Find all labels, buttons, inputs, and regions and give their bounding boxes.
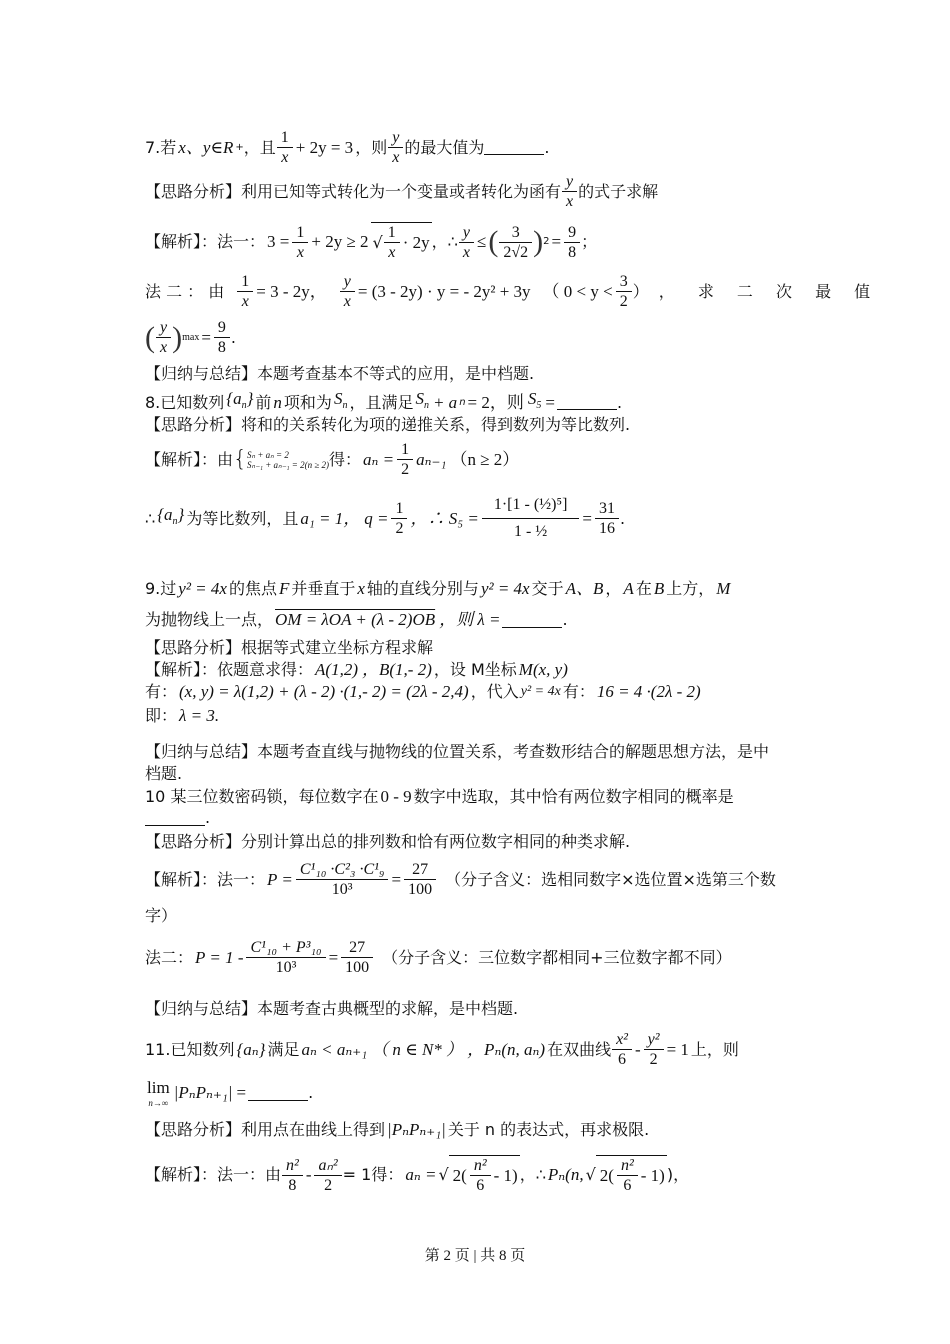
denominator: 8: [282, 1175, 303, 1195]
fraction: [564, 172, 575, 211]
math: ，∴ S₅ =: [410, 508, 479, 528]
math: =: [328, 947, 339, 967]
fraction: [597, 499, 617, 538]
numerator: 9: [217, 319, 226, 336]
text: 依题意求得：: [217, 660, 314, 679]
numerator: C¹₁₀ ·C²₃ ·C¹₉: [299, 861, 385, 878]
q10-stem: [145, 787, 734, 807]
q8-stem: 8.已知数列 $\{a_n\}$ 前 n 项和为 $S_n$ ，且满足 $S_n$ + a n = 2，则 $S_5$ = .: [145, 389, 622, 416]
q7-summary: [145, 364, 534, 384]
numerator: y: [343, 273, 351, 290]
numerator: 3: [619, 273, 628, 290]
text: （分子含义：选相同数字×选位置×选第三个数: [445, 869, 776, 889]
text: 在双曲线: [547, 1039, 612, 1059]
text: 本题考查直线与抛物线的位置关系，考查数形结合的解题思想方法，是中: [257, 742, 770, 761]
text: 关于 n 的表达式，再求极限.: [447, 1120, 650, 1139]
q9-solution-3: [145, 706, 221, 726]
math: x: [357, 579, 365, 598]
text: 分别计算出总的排列数和恰有两位数字相同的种类求解.: [241, 832, 631, 851]
numerator: 27: [412, 861, 429, 878]
math: a₁ = 1，: [300, 508, 361, 528]
q10-summary: [145, 999, 518, 1019]
fraction: [158, 318, 169, 357]
denominator: x: [388, 147, 403, 167]
math: A: [623, 579, 634, 598]
numerator: 31: [598, 500, 615, 517]
text: 法 二 ： 由: [145, 281, 225, 301]
q7-solution-2: [145, 272, 879, 311]
text: 得：: [329, 449, 362, 469]
q8-conclusion: ∴ $\{a_n\}$ 为等比数列，且 a₁ = 1， q = $\frac{1}{2}$ ，∴ S₅ = $\frac{\text{1·[1 - (½)⁵]}}{\text{1 - ½}}$ = $\frac{31}{16}$ .: [145, 492, 625, 545]
fraction: [406, 860, 434, 899]
numerator: 9: [568, 223, 577, 241]
math: aₙ₋₁: [416, 449, 447, 469]
fraction: [343, 938, 371, 977]
text: 10 某三位数密码锁，每位数字在: [145, 787, 379, 806]
text: 并垂直于: [291, 579, 356, 598]
math: ≤: [476, 232, 487, 251]
math: =: [201, 327, 211, 347]
text: 的最大值为: [404, 137, 485, 157]
q9-summary-2: [145, 764, 182, 784]
page-footer: 第 2 页 | 共 8 页: [424, 1248, 526, 1264]
numerator: aₙ²: [318, 1156, 338, 1174]
section-label: 【归纳与总结】: [145, 999, 258, 1018]
section-label: 【解析】：由: [145, 449, 234, 469]
text: 满足: [267, 1039, 300, 1059]
text: 前: [255, 392, 272, 412]
text: ，则: [355, 137, 388, 157]
text: 交于: [531, 579, 564, 598]
fraction: [646, 1030, 662, 1069]
denominator: 100: [404, 879, 436, 899]
math: = 3 - 2y，: [256, 281, 327, 301]
numerator: n²: [286, 1156, 299, 1174]
text: 11.已知数列: [145, 1039, 235, 1059]
math: 3 =: [267, 232, 290, 251]
denominator: 1 - ½: [482, 518, 580, 545]
numerator: 1: [387, 224, 396, 241]
denominator: 2: [397, 459, 413, 479]
numerator: C¹₁₀ + P³₁₀: [250, 939, 322, 956]
math: P =: [267, 869, 293, 889]
q9-stem-1: [145, 579, 732, 599]
math: |PₙPₙ₊₁|: [173, 1083, 233, 1102]
fraction: [279, 128, 291, 167]
q9-stem-2: [145, 610, 568, 630]
math: $S_n$: [415, 389, 429, 411]
answer-blank: [248, 1086, 308, 1101]
text: ，∴: [431, 232, 458, 251]
math: 0 - 9: [380, 787, 412, 806]
section-label: 【解析】：: [145, 232, 218, 251]
math: =: [391, 869, 402, 889]
math: aₙ < aₙ₊₁: [301, 1039, 368, 1059]
text: 上方，: [666, 579, 715, 598]
text: 的焦点: [228, 579, 277, 598]
math: x、y∈R: [178, 137, 234, 157]
text: 上，则: [690, 1039, 739, 1059]
text: .: [544, 137, 550, 157]
denominator: x: [237, 291, 253, 311]
text: 根据等式建立坐标方程求解: [241, 638, 434, 657]
fraction: [216, 318, 228, 357]
numerator: y: [160, 319, 168, 336]
math: = (3 - 2y) · y = - 2y² + 3y: [357, 281, 531, 301]
denominator: 8: [214, 337, 230, 357]
math: M(x, y): [518, 660, 568, 679]
answer-blank: [557, 395, 617, 410]
math: aₙ =: [363, 449, 395, 469]
denominator: 10³: [246, 957, 325, 977]
denominator: x: [340, 291, 355, 311]
q10-solution-2: [145, 938, 732, 977]
math: ，Pₙ(n, aₙ): [467, 1039, 546, 1059]
text: （分子含义：三位数字都相同+三位数字都不同）: [382, 947, 732, 967]
fraction: [390, 128, 401, 167]
q8-analysis: [145, 415, 630, 435]
text: 轴的直线分别与: [366, 579, 479, 598]
fraction: [239, 272, 251, 311]
math: Pₙ(n,: [547, 1165, 584, 1184]
text: 本题考查古典概型的求解，是中档题.: [257, 999, 519, 1018]
section-label: 【思路分析】: [145, 415, 242, 434]
text: ；: [581, 232, 598, 251]
q11-analysis: [145, 1120, 649, 1140]
math: + 2y ≥ 2: [311, 232, 369, 251]
section-label: 【解析】：: [145, 660, 218, 679]
math: y² = 4x: [520, 684, 561, 699]
section-label: 【归纳与总结】: [145, 364, 258, 383]
fraction: [461, 223, 472, 262]
vector-equation: OM = λOA + (λ - 2)OB: [275, 610, 436, 629]
numerator: y: [462, 223, 470, 241]
math: （n ≥ 2）: [450, 449, 520, 469]
fraction: [386, 223, 398, 262]
math: q =: [364, 508, 389, 528]
numerator: y²: [647, 1031, 660, 1048]
q11-stem-2: [145, 1078, 313, 1108]
text: = 1得：: [342, 1165, 404, 1184]
q10-blank: [145, 808, 210, 828]
math: $S_n$: [333, 389, 348, 411]
text: 项和为: [283, 392, 332, 412]
text: ，∴: [519, 1165, 546, 1184]
numerator: 1: [401, 441, 410, 458]
math: |PₙPₙ₊₁|: [387, 1120, 446, 1139]
math: A(1,2): [315, 660, 358, 679]
fraction: [399, 440, 411, 479]
section-label: 【思路分析】: [145, 1120, 242, 1139]
math: $S_5$: [527, 389, 542, 411]
fraction: [618, 272, 630, 311]
text: ，代入: [470, 682, 519, 701]
fraction: [248, 938, 323, 977]
q7-solution-1: 【解析】： 法一： 3 = $\frac{1}{x}$ + 2y ≥ 2 √ $\frac{1}{x}$ · 2y ，∴ $\frac{y}{x}$ ≤ ( $\frac{3}{2√2}$ ) 2 = $\frac{9}{8}$ ；: [145, 223, 598, 261]
answer-blank: [484, 140, 544, 155]
math: ，B(1,- 2): [362, 660, 432, 679]
math: 16 = 4 ·(2λ - 2): [596, 682, 701, 701]
q11-solution: 【解析】：法一：由 $\frac{\text{n²}}{8}$ - $\frac{\text{aₙ²}}{2}$ = 1得： aₙ = √ 2( $\frac{\text{n²}}{6}$ - 1) ，∴ Pₙ(n, √ 2( $\frac{\text{n²}}{6}$ - 1) )，: [145, 1156, 690, 1194]
text: 数字中选取，其中恰有两位数字相同的概率是: [413, 787, 734, 806]
fraction: [298, 860, 387, 899]
denominator: 8: [564, 242, 580, 262]
text: 在: [635, 579, 652, 598]
text: 有：: [562, 682, 595, 701]
numerator: y: [566, 173, 574, 190]
text: 7.若: [145, 137, 177, 157]
math: = 2，则: [467, 392, 524, 412]
math: B: [653, 579, 665, 598]
denominator: 2√2: [499, 242, 532, 262]
section-label: 【解析】：法一：由: [145, 1165, 282, 1184]
math: = 1: [666, 1039, 689, 1059]
math: （ 0 < y <: [542, 281, 613, 301]
fraction: [614, 1030, 630, 1069]
math: =: [551, 232, 562, 251]
section-label: 【思路分析】: [145, 181, 242, 201]
math: A、B: [565, 579, 604, 598]
math: λ = 3.: [179, 706, 220, 725]
text: .: [562, 610, 568, 629]
text: 有：: [145, 682, 178, 701]
fraction: [342, 272, 353, 311]
text: .: [308, 1083, 314, 1102]
math: {aₙ}: [236, 1039, 266, 1059]
numerator: 1: [395, 500, 404, 517]
math: · 2y: [402, 232, 430, 252]
numerator: 1: [241, 273, 250, 290]
math: （ n ∈ N* ）: [371, 1039, 464, 1059]
math: aₙ =: [405, 1165, 437, 1184]
section-label: 【解析】：法一：: [145, 869, 266, 889]
math: ，则 λ =: [439, 610, 501, 629]
denominator: 2: [644, 1049, 664, 1069]
math: n: [273, 392, 282, 412]
text: ）: [632, 281, 649, 301]
q9-solution-2: [145, 682, 703, 702]
denominator: x: [156, 337, 171, 357]
text: 档题.: [145, 764, 183, 783]
sqrt: √ $\frac{1}{x}$ · 2y: [372, 224, 430, 261]
q7-max: ( $\frac{y}{x}$ ) max = $\frac{9}{8}$ .: [145, 319, 237, 356]
section-label: 【归纳与总结】: [145, 742, 258, 761]
numerator: x²: [616, 1031, 628, 1048]
denominator: x: [277, 147, 293, 167]
numerator: 1: [296, 223, 305, 241]
math: (x, y) = λ(1,2) + (λ - 2) ·(1,- 2) = (2λ - 2,4): [179, 682, 469, 701]
math: P = 1 -: [195, 947, 244, 967]
q9-summary: [145, 742, 769, 762]
q11-stem: [145, 1030, 739, 1069]
text: ，且满足: [349, 392, 414, 412]
q9-solution: [145, 660, 570, 680]
text: .: [619, 508, 626, 528]
math: =: [236, 1083, 247, 1102]
denominator: 100: [341, 957, 373, 977]
numerator: 1·[1 - (½)⁵]: [493, 496, 568, 513]
text: ∴: [145, 508, 156, 528]
section-label: 【思路分析】: [145, 638, 242, 657]
text: 法二：: [145, 947, 194, 967]
text: ， 求 二 次 最 值: [658, 281, 880, 301]
q9-analysis: [145, 638, 433, 658]
fraction: [316, 1156, 339, 1195]
math: + 2y = 3: [295, 137, 354, 157]
text: ，且: [243, 137, 276, 157]
text: 将和的关系转化为项的递推关系，得到数列为等比数列.: [241, 415, 631, 434]
equation-system: Sₙ + aₙ = 2 Sₙ₋₁ + aₙ₋₁ = 2(n ≥ 2): [247, 449, 330, 470]
numerator: 1: [280, 129, 289, 146]
text: 法一：: [217, 232, 266, 251]
denominator: 2: [616, 291, 632, 311]
text: 为抛物线上一点，: [145, 610, 274, 629]
text: 即：: [145, 706, 178, 725]
sequence-an: $\{a_n\}$: [226, 389, 254, 411]
text: 本题考查基本不等式的应用，是中档题.: [257, 364, 535, 383]
q7-stem: [145, 128, 549, 167]
subscript: max: [182, 331, 200, 343]
fraction: [566, 223, 578, 262]
denominator: 2: [314, 1175, 341, 1195]
numerator: y: [392, 129, 400, 146]
math: + a: [432, 392, 458, 412]
text: .: [616, 392, 623, 412]
section-label: 【思路分析】: [145, 832, 242, 851]
denominator: x: [384, 242, 400, 262]
numerator: 27: [349, 939, 366, 956]
denominator: 6: [612, 1049, 632, 1069]
fraction: [294, 223, 306, 262]
text: 9.过: [145, 579, 177, 598]
q10-solution-1b: [145, 906, 177, 926]
math: F: [278, 579, 290, 598]
math: +: [235, 141, 244, 153]
answer-blank: [145, 811, 205, 826]
exponent: 2: [543, 236, 550, 247]
denominator: 16: [595, 518, 619, 538]
fraction: [284, 1156, 301, 1195]
text: ，设 M坐标: [433, 660, 517, 679]
numerator: 3: [511, 223, 520, 241]
q7-analysis: [145, 172, 658, 211]
text: )，: [666, 1165, 690, 1184]
math: y² = 4x: [178, 579, 227, 598]
sqrt: √ 2( $\frac{\text{n²}}{6}$ - 1): [585, 1157, 665, 1194]
math: -: [634, 1039, 641, 1059]
q10-analysis: [145, 832, 630, 852]
limit: lim n→∞: [147, 1078, 170, 1108]
q10-solution-1: [145, 860, 776, 899]
text: 8.已知数列: [145, 392, 225, 412]
denominator: x: [292, 242, 308, 262]
fraction: [501, 223, 530, 262]
q8-solution: 【解析】：由 { Sₙ + aₙ = 2 Sₙ₋₁ + aₙ₋₁ = 2(n ≥ 2) 得： aₙ = $\frac{1}{2}$ aₙ₋₁ （n ≥ 2）: [145, 441, 520, 478]
denominator: x: [459, 242, 474, 262]
text: ，: [605, 579, 622, 598]
denominator: 2: [391, 518, 407, 538]
math: M: [716, 579, 731, 598]
fraction: [484, 492, 578, 545]
text: 字）: [145, 906, 178, 925]
text: 利用已知等式转化为一个变量或者转化为函有: [241, 181, 562, 201]
denominator: 10³: [296, 879, 389, 899]
fraction: [393, 499, 405, 538]
text: 利用点在曲线上得到: [241, 1120, 386, 1139]
answer-blank: [502, 613, 562, 628]
sqrt: √ 2( $\frac{\text{n²}}{6}$ - 1): [438, 1157, 518, 1194]
math: =: [545, 392, 555, 412]
sequence-an: $\{a_n\}$: [157, 505, 185, 527]
text: .: [205, 808, 211, 827]
denominator: x: [562, 191, 577, 211]
text: 的式子求解: [578, 181, 659, 201]
math: y² = 4x: [480, 579, 530, 598]
text: 为等比数列，且: [186, 508, 299, 528]
